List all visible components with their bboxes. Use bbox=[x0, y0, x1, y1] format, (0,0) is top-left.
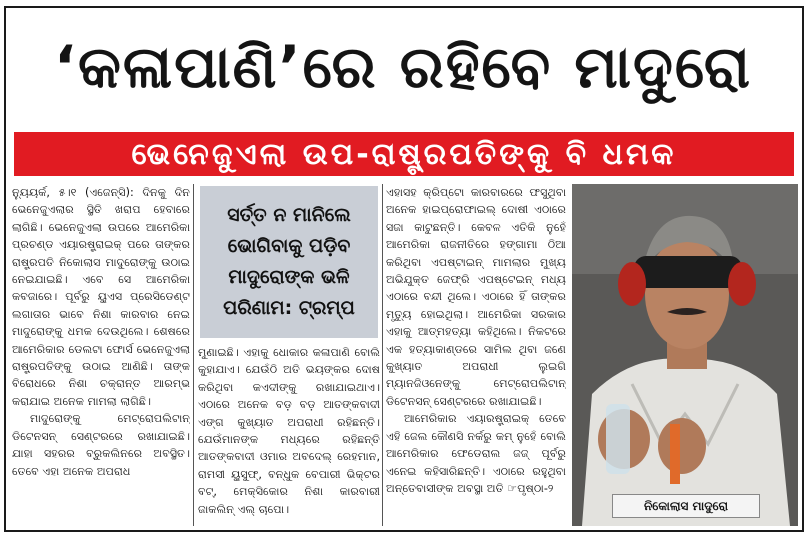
article-column-1 bbox=[12, 184, 190, 526]
pull-quote-line-4: ପରିଣାମ: ଟ୍ରମ୍ପ bbox=[223, 297, 355, 319]
column1-paragraph-1: ନ୍ୟୁୟର୍କ, ୫।୧ (ଏଜେନ୍ସି): ଦିନକୁ ଦିନ ଭେନେଜୁଏଲାର ସ୍ଥିତି ଖରାପ ହେବାରେ ଲାଗିଛି। ଭେନେଜୁଏଲା ଉପରେ ଆମେରିକା ପ୍ରଚଣ୍ଡ ଏୟାରଷ୍ଟ୍ରାଇକ୍ ପରେ ତାଙ୍କର ରାଷ୍ଟ୍ରପତି ନିକୋଲାସ ମାଦୁରୋଙ୍କୁ ଉଠାଇ ନେଇଯାଇଛି। ଏବେ ସେ ଆମେରିକା କବଜାରେ। ପୂର୍ବରୁ ୟୁଏସ ପ୍ରେସିଡେଣ୍ଟ ଲଗାତାର ଭାବେ ନିଶା କାରବାର ନେଇ ମାଦୁରୋଙ୍କୁ ଧମକ ଦେଉଥିଲେ। ଶେଷରେ ଆମେରିକାର ଡେଲଟା ଫୋର୍ସ ଭେନେଜୁଏଲା ରାଷ୍ଟ୍ରପତିଙ୍କୁ ଉଠାଇ ଆଣିଛି। ତାଙ୍କ ବିରୋଧରେ ନିଶା ଚକ୍ରାନ୍ତ ଆରମ୍ଭ କରାଯାଇ ଅନେକ ମାମଲା ଲାଗିଛି। bbox=[12, 186, 190, 408]
pull-quote-box bbox=[200, 186, 378, 338]
subheadline-banner: ଭେନେଜୁଏଲା ଉପ-ରାଷ୍ଟ୍ରପତିଙ୍କୁ ବି ଧମକ bbox=[14, 132, 794, 176]
article-column-2 bbox=[198, 344, 380, 526]
column-divider-2 bbox=[382, 184, 383, 526]
photo-caption: ନିକୋଲାସ ମାଦୁରୋ bbox=[612, 494, 760, 518]
pull-quote-line-3: ମାଦୁରୋଙ୍କ ଭଳି bbox=[228, 266, 350, 288]
column1-paragraph-2: ମାଦୁରୋଙ୍କୁ ମେଟ୍ରୋପଲିଟାନ୍ ଡିଟେନସନ୍ ସେଣ୍ଟରରେ ରଖାଯାଇଛି। ଯାହା ସହରର ବ୍ରୁକଲିନରେ ଅବସ୍ଥିତ। ତେବେ ଏହା ଅନେକ ଅପରାଧ bbox=[12, 412, 190, 478]
person-photo-illustration bbox=[572, 184, 798, 526]
column-divider-1 bbox=[193, 184, 194, 526]
pull-quote-line-2: ଭୋଗିବାକୁ ପଡ଼ିବ bbox=[227, 235, 351, 257]
column2-paragraph-1: ମୁଣାଇଛି। ଏହାକୁ ଧୋକାର କଳାପାଣି ବୋଲି କୁହାଯାଏ। ଯେଉଁଠି ଅତି ଭୟଙ୍କର ଦୋଷ କରିଥିବା କଏଦୀଙ୍କୁ ରଖାଯାଇଥାଏ। ଏଠାରେ ଅନେକ ବଡ଼ ବଡ଼ ଆତଙ୍କବାଦୀ ଏଙ୍ଗ କୁଖ୍ୟାତ ଅପରାଧୀ ରହିଛନ୍ତି। ଯେଉଁମାନଙ୍କ ମଧ୍ୟରେ ରହିଛନ୍ତି ଆତଙ୍କବାଦୀ ଓମାର ଅବଦେଲ୍ ରେହମାନ, ରାମସୀ ୟୁସୁଫ୍, ବନ୍ଧୁକ ବେପାରୀ ଭିକ୍ଟର ବଟ୍, ମେକ୍ସିକୋର ନିଶା କାରବାରୀ ଜାକଲିନ୍ ଏଲ୍ ଚାପୋ। bbox=[198, 346, 380, 516]
pull-quote-line-1: ସର୍ତ୍ତ ନ ମାନିଲେ bbox=[227, 204, 351, 226]
headline: ‘କଳାପାଣି’ରେ ରହିବେ ମାଦୁରୋ bbox=[53, 33, 753, 101]
news-photo bbox=[572, 184, 798, 526]
column3-paragraph-1: ଏହାସହ କ୍ରିପ୍ଟୋ କାରବାରରେ ଫସୁଥିବା ଅନେକ ହାଇପ୍ରୋଫାଇଲ୍ ଦୋଷୀ ଏଠାରେ ସଜା କାଟୁଛନ୍ତି। କେବଳ ଏତିକି ନୁହେଁ ଆମେରିକା ରାଜନୀତିରେ ହଙ୍ଗାମା ଠିଆ କରିଥିବା ଏପଷ୍ଟାଇନ୍ ମାମଲାର ମୁଖ୍ୟ ଅଭିଯୁକ୍ତ ଜେଫ୍ରି ଏପଷ୍ଟେଇନ୍ ମଧ୍ୟ ଏଠାରେ ବନ୍ଦୀ ଥିଲେ। ଏଠାରେ ହିଁ ତାଙ୍କର ମୃତ୍ୟୁ ହୋଇଥିଲା। ଆମେରିକା ସରକାର ଏହାକୁ ଆତ୍ମହତ୍ୟା କହିଥିଲେ। ନିକଟରେ ଏକ ହତ୍ୟାକାଣ୍ଡରେ ସାମିଲ ଥିବା ଜଣେ କୁଖ୍ୟାତ ଅପରାଧୀ ଲୁଇଗି ମ୍ୟାନଜିଓନେଙ୍କୁ ମେଟ୍ରୋପଲିଟାନ୍ ଡିଟେନସନ୍ ସେଣ୍ଟରରେ ରଖାଯାଇଛି। bbox=[386, 186, 566, 408]
column3-paragraph-2: ଆମେରିକାର ଏୟାରଷ୍ଟ୍ରାଇକ୍ ତେବେ ଏହି ଜେଲ କୌଣସି ନର୍କରୁ କମ୍ ନୁହେଁ ବୋଲି ଆମେରିକାର ଫେଡେରାଲ ଜଜ୍ ପୂର୍ବରୁ ଏନେଇ କହିସାରିଛନ୍ତି। ଏଠାରେ ରହୁଥିବା ଅନ୍ତେବାସୀଙ୍କ ଅବସ୍ଥା ଅତି ☞ପୃଷ୍ଠା-୨ bbox=[386, 412, 566, 495]
article-column-3 bbox=[386, 184, 566, 526]
